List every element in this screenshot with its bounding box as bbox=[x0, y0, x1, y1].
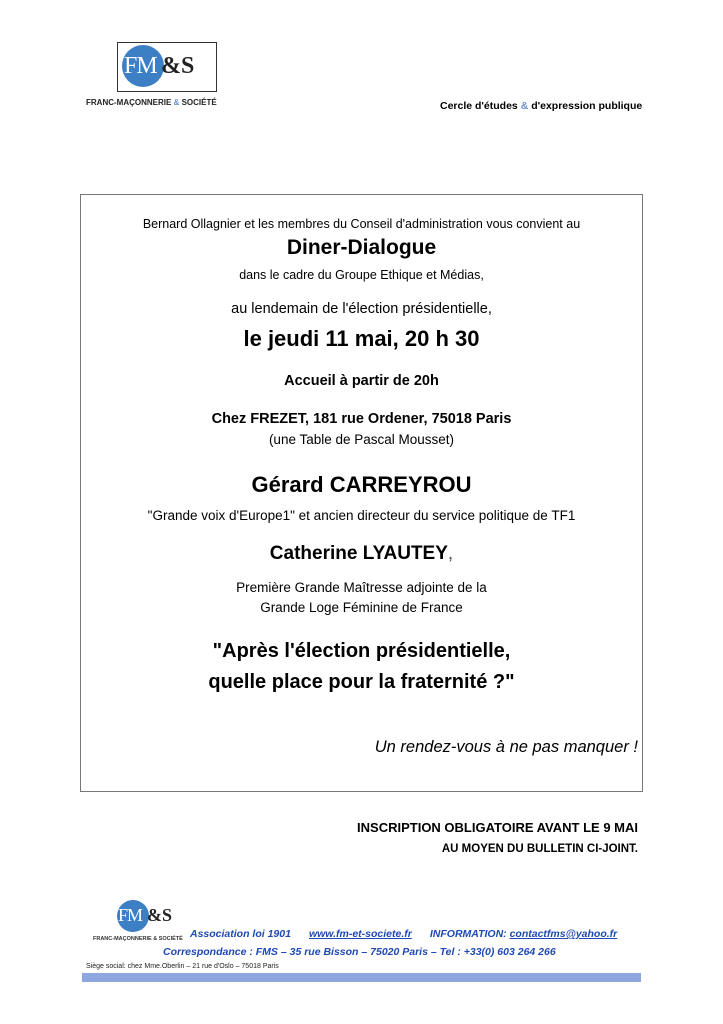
speaker1-name: Gérard CARREYROU bbox=[251, 472, 472, 497]
header-tagline: Cercle d'études & d'expression publique bbox=[440, 100, 643, 112]
event-title: Diner-Dialogue bbox=[286, 236, 437, 259]
footer-logo-caption: FRANC-MAÇONNERIE & SOCIÉTÉ bbox=[93, 936, 183, 942]
speaker2-name: Catherine LYAUTEY bbox=[269, 543, 448, 564]
speaker2-description-1: Première Grande Maîtresse adjointe de la bbox=[236, 580, 487, 595]
event-date: le jeudi 11 mai, 20 h 30 bbox=[243, 326, 480, 351]
speaker2-name-line: Catherine LYAUTEY, bbox=[269, 543, 454, 564]
header-logo-caption: FRANC-MAÇONNERIE & SOCIÉTÉ bbox=[86, 98, 217, 107]
footer-logo-amp: &S bbox=[147, 905, 173, 925]
footer-association: Association loi 1901 bbox=[190, 928, 291, 940]
event-welcome-time: Accueil à partir de 20h bbox=[284, 373, 439, 389]
event-venue: Chez FREZET, 181 rue Ordener, 75018 Paris bbox=[211, 411, 512, 427]
topic-question-1: "Après l'élection présidentielle, bbox=[212, 640, 511, 662]
registration-deadline: INSCRIPTION OBLIGATOIRE AVANT LE 9 MAI bbox=[357, 820, 638, 835]
event-venue-note: (une Table de Pascal Mousset) bbox=[268, 432, 455, 447]
speaker2-description-2: Grande Loge Féminine de France bbox=[260, 600, 463, 615]
speaker1-description: "Grande voix d'Europe1" et ancien directeur du service politique de TF1 bbox=[147, 508, 576, 523]
header-logo-fm: FM bbox=[124, 53, 157, 79]
invite-line: Bernard Ollagnier et les membres du Conseil d'administration vous convient au bbox=[142, 217, 581, 231]
footer-logo-fm: FM bbox=[118, 905, 143, 925]
call-to-action: Un rendez-vous à ne pas manquer ! bbox=[374, 738, 638, 756]
footer-contact-row bbox=[190, 928, 617, 940]
footer-bar bbox=[82, 973, 641, 982]
footer-email-link[interactable]: contactfms@yahoo.fr bbox=[509, 928, 618, 940]
registration-method: AU MOYEN DU BULLETIN CI-JOINT. bbox=[441, 843, 638, 855]
event-occasion: au lendemain de l'élection présidentielle, bbox=[231, 301, 492, 317]
header-logo-amp: &S bbox=[161, 53, 195, 79]
footer-siege: Siège social: chez Mme.Oberlin – 21 rue d'Oslo – 75018 Paris bbox=[86, 963, 279, 970]
footer-correspondance: Correspondance : FMS – 35 rue Bisson – 75020 Paris – Tel : +33(0) 603 264 266 bbox=[163, 946, 556, 958]
footer-info-label: INFORMATION: bbox=[429, 928, 507, 940]
topic-question-2: quelle place pour la fraternité ?" bbox=[208, 671, 515, 693]
footer-website-link[interactable]: www.fm-et-societe.fr bbox=[308, 928, 412, 940]
event-context: dans le cadre du Groupe Ethique et Médias, bbox=[239, 268, 484, 282]
